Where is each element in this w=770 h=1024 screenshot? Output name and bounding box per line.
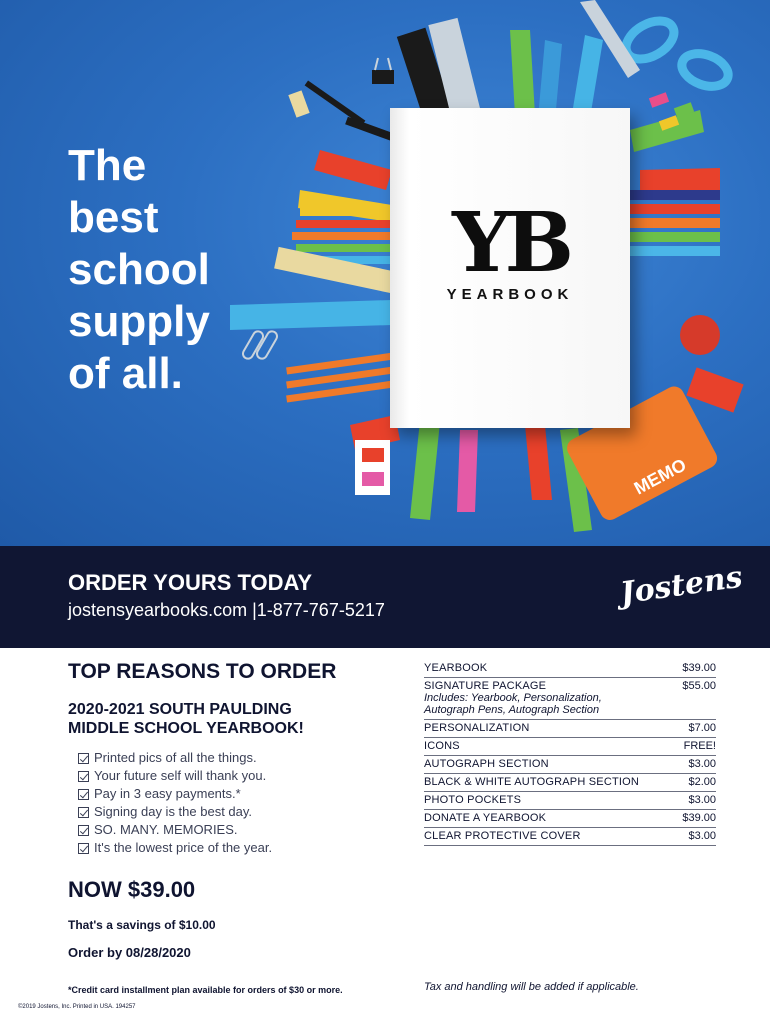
tape-roll-icon bbox=[686, 367, 743, 412]
checkbox-icon bbox=[78, 789, 89, 800]
hero-title-line: of all. bbox=[68, 349, 183, 398]
hero-title-line: school bbox=[68, 245, 210, 294]
item-price: $39.00 bbox=[682, 812, 716, 824]
list-item bbox=[78, 785, 272, 803]
jostens-logo: Jostens bbox=[618, 559, 745, 612]
item-name: DONATE A YEARBOOK bbox=[424, 812, 547, 824]
item-price: $3.00 bbox=[688, 758, 716, 770]
item-name: CLEAR PROTECTIVE COVER bbox=[424, 830, 581, 842]
table-row bbox=[424, 828, 716, 846]
list-item bbox=[78, 767, 272, 785]
checkbox-icon bbox=[78, 825, 89, 836]
table-row bbox=[424, 810, 716, 828]
list-item bbox=[78, 821, 272, 839]
item-price: $3.00 bbox=[688, 794, 716, 806]
item-name: ICONS bbox=[424, 740, 460, 752]
table-row bbox=[424, 756, 716, 774]
school-name-line: MIDDLE SCHOOL YEARBOOK! bbox=[68, 720, 304, 737]
item-price: FREE! bbox=[683, 740, 716, 752]
scissors-icon bbox=[580, 0, 733, 92]
checkbox-icon bbox=[78, 753, 89, 764]
reason-text: Your future self will thank you. bbox=[94, 768, 267, 783]
item-price: $7.00 bbox=[688, 722, 716, 734]
table-row bbox=[424, 720, 716, 738]
reason-text: SO. MANY. MEMORIES. bbox=[94, 822, 238, 837]
copyright: ©2019 Jostens, Inc. Printed in USA. 194257 bbox=[18, 1004, 136, 1010]
school-name bbox=[68, 700, 358, 738]
order-contact-link[interactable]: jostensyearbooks.com |1-877-767-5217 bbox=[68, 600, 385, 620]
yearbook-cover bbox=[390, 108, 630, 428]
credit-note: *Credit card installment plan available for orders of $30 or more. bbox=[68, 985, 343, 995]
yearbook-word: YEARBOOK bbox=[446, 286, 574, 303]
price-table bbox=[424, 660, 716, 846]
list-item bbox=[78, 803, 272, 821]
savings-text: That's a savings of $10.00 bbox=[68, 918, 216, 932]
yearbook-logo: YB bbox=[452, 195, 568, 291]
reasons-title: TOP REASONS TO ORDER bbox=[68, 660, 337, 683]
table-row bbox=[424, 678, 716, 720]
tax-note: Tax and handling will be added if applicable. bbox=[424, 981, 639, 993]
item-price: $3.00 bbox=[688, 830, 716, 842]
reason-text: Pay in 3 easy payments.* bbox=[94, 786, 241, 801]
reasons-list bbox=[78, 749, 272, 857]
list-item bbox=[78, 839, 272, 857]
rubber-band-ball-icon bbox=[680, 315, 720, 355]
ruler-icon bbox=[274, 247, 396, 293]
order-deadline: Order by 08/28/2020 bbox=[68, 945, 191, 960]
binder-clip-icon bbox=[372, 58, 394, 84]
hero-title-line: The bbox=[68, 141, 147, 190]
item-name: BLACK & WHITE AUTOGRAPH SECTION bbox=[424, 776, 640, 788]
order-title: ORDER YOURS TODAY bbox=[68, 570, 313, 595]
item-name: AUTOGRAPH SECTION bbox=[424, 758, 549, 770]
hero-title bbox=[68, 140, 268, 400]
list-item bbox=[78, 749, 272, 767]
item-name: YEARBOOK bbox=[424, 662, 488, 674]
table-row bbox=[424, 774, 716, 792]
checkbox-icon bbox=[78, 807, 89, 818]
item-name: PERSONALIZATION bbox=[424, 722, 530, 734]
memo-label: MEMO bbox=[630, 454, 690, 499]
checkbox-icon bbox=[78, 843, 89, 854]
school-name-line: 2020-2021 SOUTH PAULDING bbox=[68, 701, 292, 718]
item-name: SIGNATURE PACKAGE bbox=[424, 680, 547, 692]
current-price: NOW $39.00 bbox=[68, 877, 196, 902]
table-row bbox=[424, 792, 716, 810]
item-price: $55.00 bbox=[682, 680, 716, 692]
hero-title-line: supply bbox=[68, 297, 210, 346]
pen-icon bbox=[345, 117, 395, 142]
table-row bbox=[424, 660, 716, 678]
reason-text: Signing day is the best day. bbox=[94, 804, 253, 819]
item-price: $39.00 bbox=[682, 662, 716, 674]
reason-text: Printed pics of all the things. bbox=[94, 750, 257, 765]
item-price: $2.00 bbox=[688, 776, 716, 788]
hero-title-line: best bbox=[68, 193, 159, 242]
table-row bbox=[424, 738, 716, 756]
item-name: PHOTO POCKETS bbox=[424, 794, 522, 806]
item-note: Includes: Yearbook, Personalization, Autograph Pens, Autograph Section bbox=[424, 692, 602, 716]
markers bbox=[630, 190, 720, 256]
reason-text: It's the lowest price of the year. bbox=[94, 840, 273, 855]
clothespin-icon bbox=[288, 90, 309, 117]
checkbox-icon bbox=[78, 771, 89, 782]
